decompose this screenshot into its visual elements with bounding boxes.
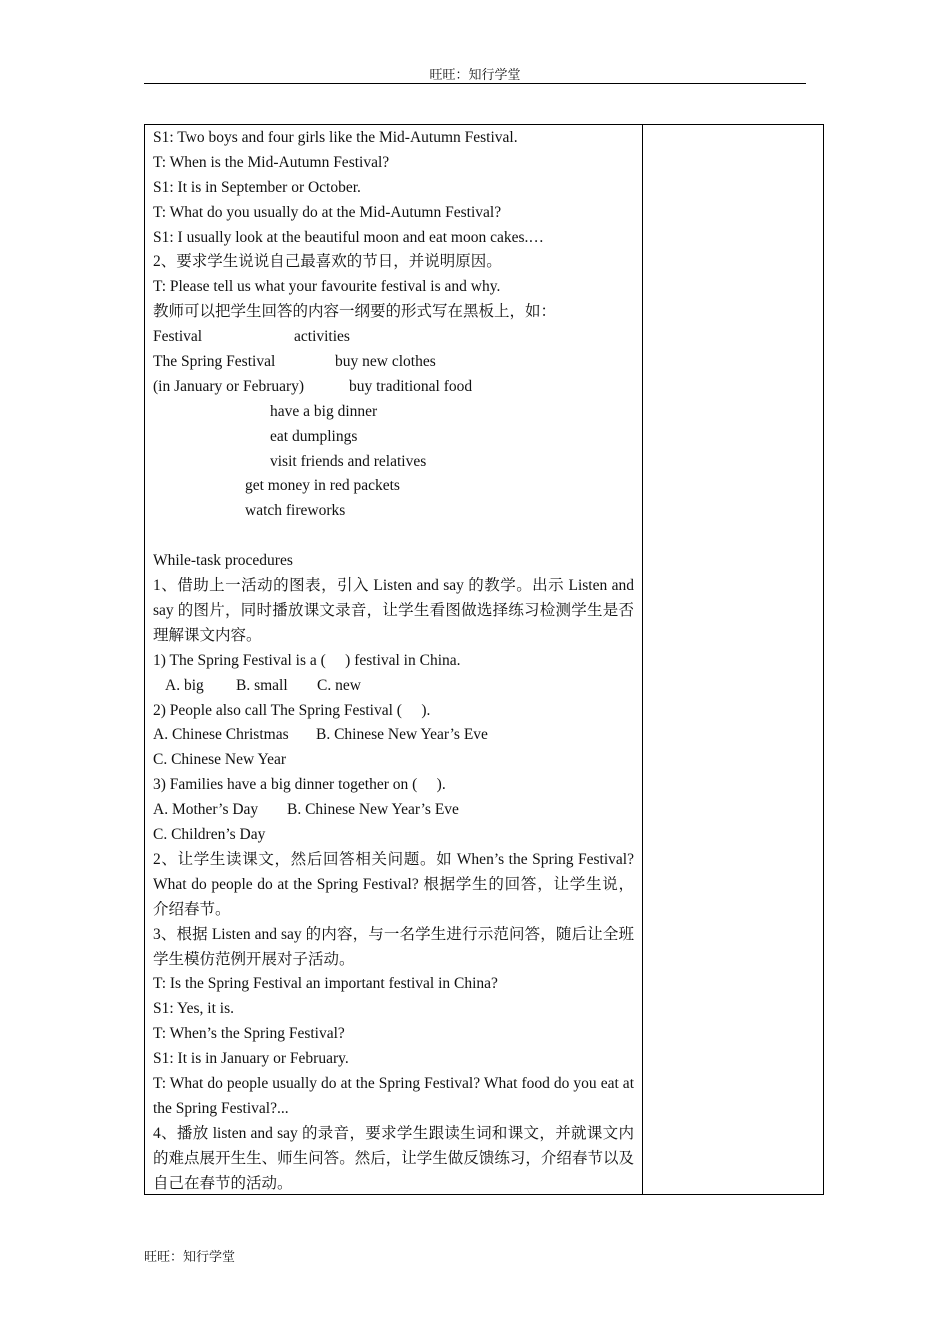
quiz-question: 2) People also call The Spring Festival ( ).: [153, 701, 431, 719]
instruction-paragraph: 1、借助上一活动的图表，引入 Listen and say 的教学。出示 Listen and say 的图片，同时播放课文录音，让学生看图做选择练习检测学生是否理解课文内容。: [153, 577, 634, 644]
quiz-option: B. Chinese New Year’s Eve: [287, 801, 459, 819]
dialogue-line: S1: Yes, it is.: [153, 1000, 234, 1018]
dialogue-line: T: When’s the Spring Festival?: [153, 1025, 345, 1043]
quiz-option: A. Chinese Christmas: [153, 726, 289, 744]
dialogue-line: T: Is the Spring Festival an important festival in China?: [153, 975, 498, 993]
lesson-table: [144, 124, 824, 1195]
quiz-option: C. new: [317, 676, 361, 694]
festival-col-label: Festival: [153, 328, 203, 346]
festival-row: [153, 350, 634, 375]
festival-date: (in January or February): [153, 377, 305, 395]
festival-header-row: [153, 325, 634, 350]
festival-activity: have a big dinner: [270, 402, 378, 420]
dialogue-line: T: When is the Mid-Autumn Festival?: [153, 153, 390, 171]
quiz-option: B. small: [236, 676, 288, 694]
section-title: While-task procedures: [153, 552, 293, 570]
quiz-options: [153, 674, 634, 699]
quiz-options: [153, 723, 634, 748]
quiz-question: 3) Families have a big dinner together on ( ).: [153, 776, 446, 794]
festival-activity: visit friends and relatives: [270, 452, 427, 470]
festival-name: The Spring Festival: [153, 353, 276, 371]
dialogue-line: S1: Two boys and four girls like the Mid-Autumn Festival.: [153, 129, 518, 146]
page-footer: 旺旺：知行学堂: [144, 1249, 236, 1264]
instruction-paragraph: 4、播放 listen and say 的录音，要求学生跟读生词和课文，并就课文内的难点展开生生、师生问答。然后，让学生做反馈练习，介绍春节以及自己在春节的活动。: [153, 1124, 634, 1192]
activities-col-label: activities: [294, 328, 350, 346]
dialogue-line: S1: It is in January or February.: [153, 1050, 349, 1068]
quiz-option: C. Chinese New Year: [153, 751, 287, 769]
dialogue-line: S1: It is in September or October.: [153, 178, 361, 196]
instruction-line: 教师可以把学生回答的内容一纲要的形式写在黑板上，如：: [153, 303, 557, 321]
instruction-paragraph: 3、根据 Listen and say 的内容，与一名学生进行示范问答，随后让全班学生模仿范例开展对子活动。: [153, 925, 634, 968]
quiz-question: 1) The Spring Festival is a ( ) festival in China.: [153, 651, 461, 669]
quiz-option: A. big: [165, 676, 204, 694]
dialogue-line: T: What do people usually do at the Spring Festival? What food do you eat at the Spring Festival?...: [153, 1074, 634, 1117]
lesson-content: [153, 126, 634, 1197]
quiz-option: C. Children’s Day: [153, 825, 266, 843]
festival-row: [153, 375, 634, 400]
header-rule: [144, 83, 806, 84]
instruction-paragraph: 2、让学生读课文，然后回答相关问题。如 When’s the Spring Festival? What do people do at the Spring Festival? 根据学生的回答，让学生说，介绍春节。: [153, 850, 634, 918]
instruction-line: 2、要求学生说说自己最喜欢的节日，并说明原因。: [153, 253, 502, 271]
blank-line: [153, 524, 634, 549]
dialogue-line: T: What do you usually do at the Mid-Autumn Festival?: [153, 203, 502, 221]
page-header: 旺旺：知行学堂: [429, 67, 521, 82]
festival-activity: watch fireworks: [245, 502, 346, 520]
festival-activity: eat dumplings: [270, 427, 358, 445]
quiz-option: B. Chinese New Year’s Eve: [316, 726, 488, 744]
festival-activity: get money in red packets: [245, 477, 400, 495]
dialogue-line: T: Please tell us what your favourite festival is and why.: [153, 278, 501, 296]
festival-activity: buy traditional food: [349, 377, 473, 395]
column-divider: [642, 125, 643, 1194]
festival-activity: buy new clothes: [335, 353, 436, 371]
quiz-option: A. Mother’s Day: [153, 801, 259, 819]
quiz-options: [153, 798, 634, 823]
dialogue-line: S1: I usually look at the beautiful moon and eat moon cakes.…: [153, 228, 544, 246]
